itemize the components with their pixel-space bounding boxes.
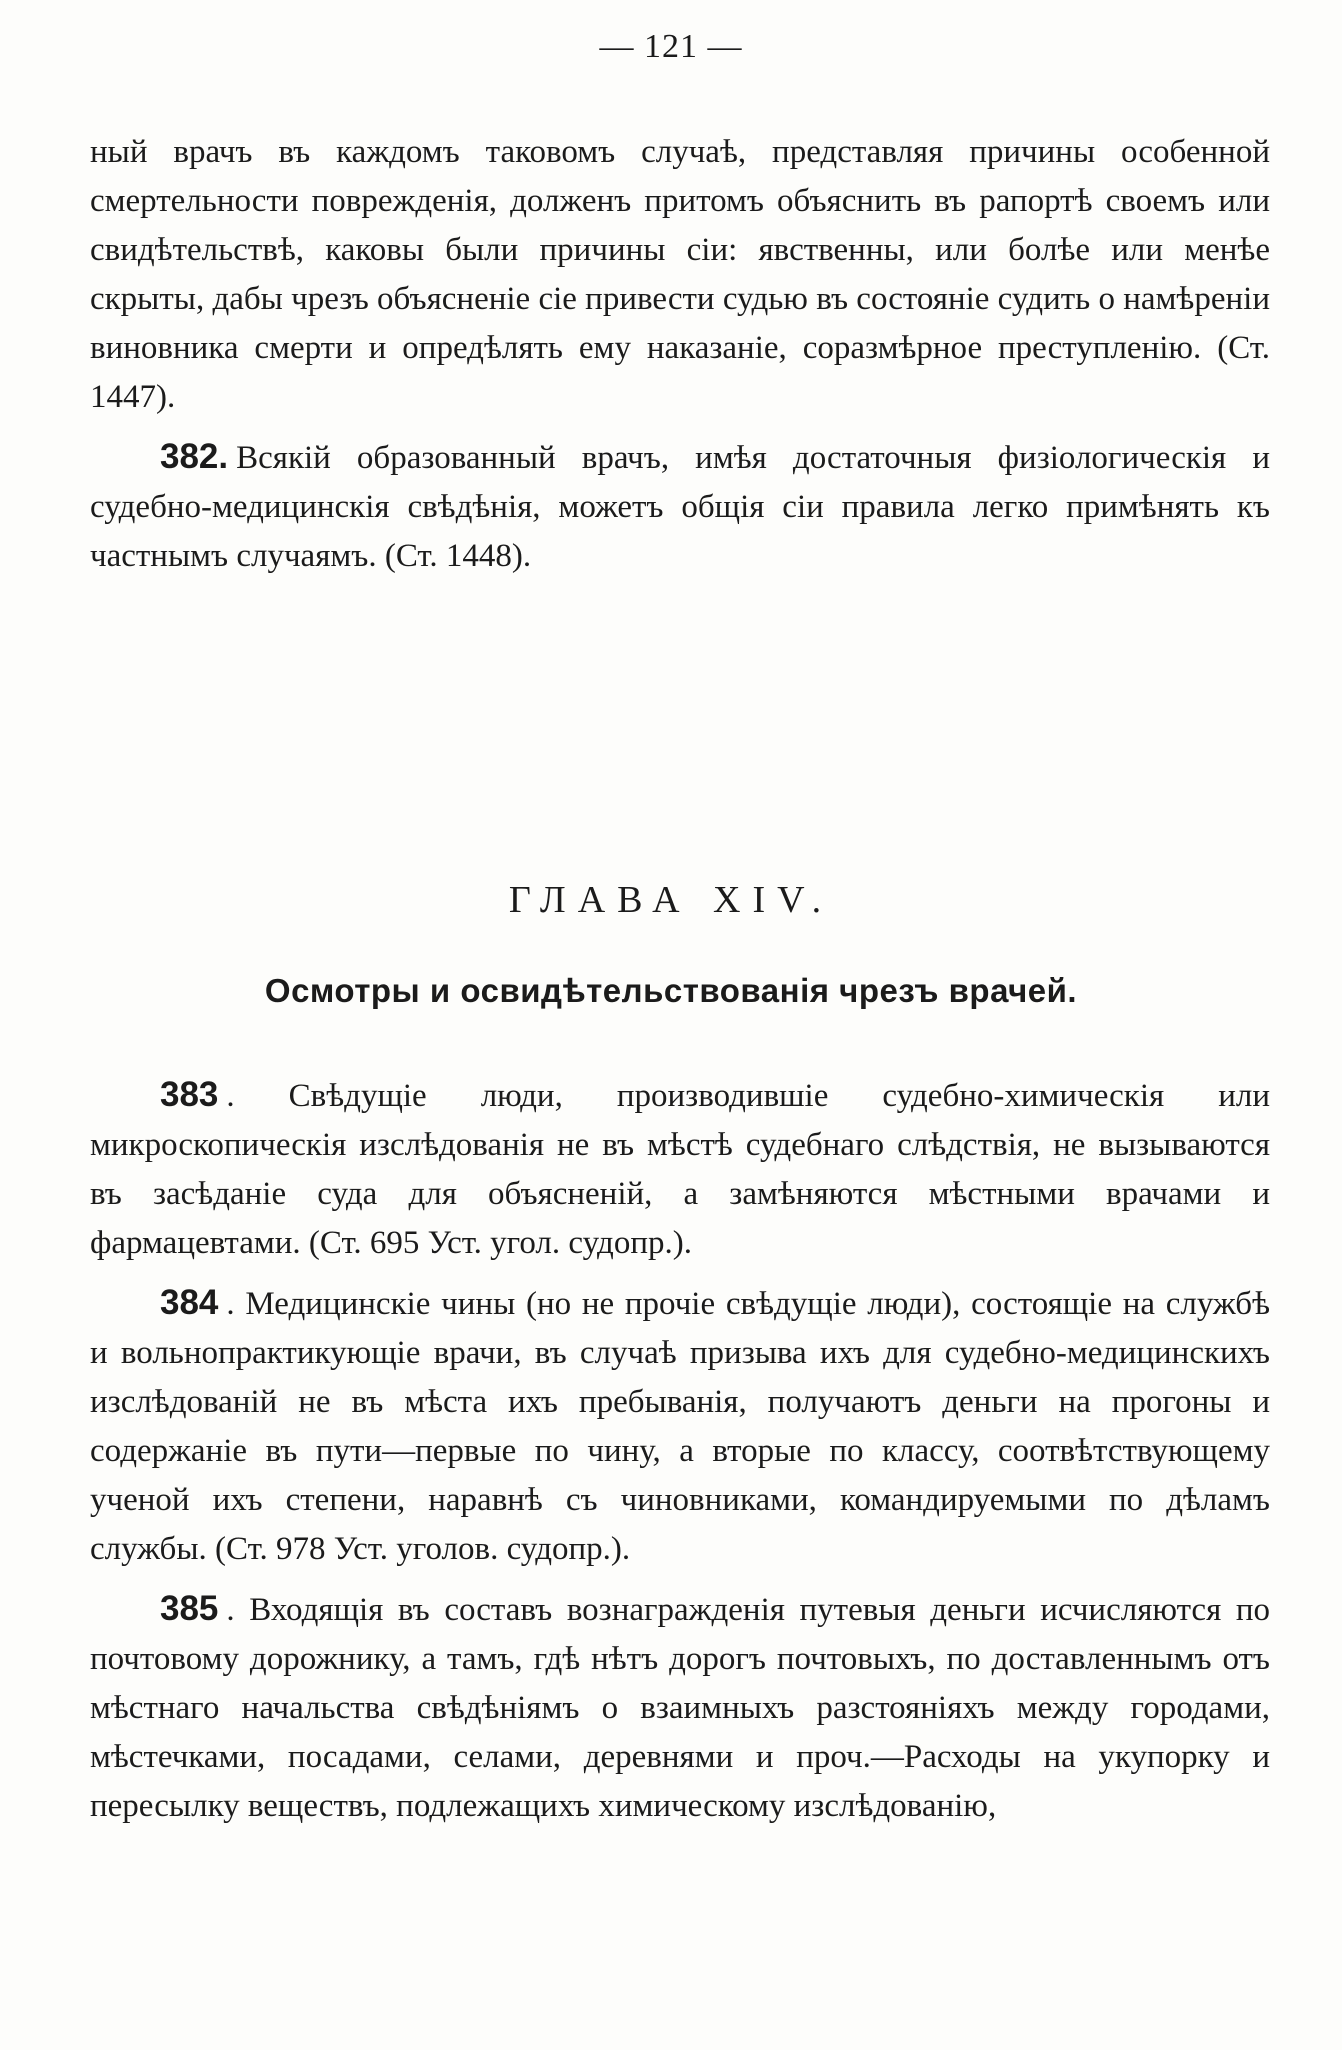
paragraph-number: 382.: [160, 437, 229, 476]
paragraph-text: Всякій образованный врачъ, имѣя достаточныя физіологическія и судебно-медицинскія свѣдѣнія, можетъ общія сіи правила легко примѣнять къ частнымъ случаямъ. (Ст. 1448).: [90, 440, 1270, 574]
paragraph-number: 385: [160, 1589, 219, 1628]
paragraph-382: [90, 432, 1270, 581]
bottom-text-block: [90, 1070, 1270, 1841]
paragraph-number: 384: [160, 1283, 219, 1322]
page-number: — 121 —: [599, 28, 743, 65]
continued-paragraph: ный врачъ въ каждомъ таковомъ случаѣ, представляя причины особенной смертельности поврежденія, долженъ притомъ объяснить въ рапортѣ своемъ или свидѣтельствѣ, каковы были причины сіи: явственны, или болѣе или менѣе скрыты, дабы чрезъ объясненіе сіе привести судью въ состояніе судить о намѣреніи виновника смерти и опредѣлять ему наказаніе, соразмѣрное преступленію. (Ст. 1447).: [90, 134, 1270, 415]
paragraph-text: . Свѣдущіе люди, производившіе судебно-химическія или микроскопическія изслѣдованія не въ мѣстѣ судебнаго слѣдствія, не вызываются въ засѣданіе суда для объясненій, а замѣняются мѣстными врачами и фармацевтами. (Ст. 695 Уст. угол. судопр.).: [90, 1078, 1270, 1261]
top-text-block: [90, 128, 1270, 591]
paragraph-text: . Медицинскіе чины (но не прочіе свѣдущіе люди), состоящіе на службѣ и вольнопрактикующіе врачи, въ случаѣ призыва ихъ для судебно-медицинскихъ изслѣдованій не въ мѣста ихъ пребыванія, получаютъ деньги на прогоны и содержаніе въ пути—первые по чину, а вторые по классу, соотвѣтствующему ученой ихъ степени, наравнѣ съ чиновниками, командируемыми по дѣламъ службы. (Ст. 978 Уст. уголов. судопр.).: [90, 1286, 1270, 1567]
chapter-title: ГЛАВА XIV.: [508, 879, 834, 921]
paragraph-text: . Входящія въ составъ вознагражденія путевыя деньги исчисляются по почтовому дорожнику, а тамъ, гдѣ нѣтъ дорогъ почтовыхъ, по доставленнымъ отъ мѣстнаго начальства свѣдѣніямъ о взаимныхъ разстояніяхъ между городами, мѣстечками, посадами, селами, деревнями и проч.—Расходы на укупорку и пересылку веществъ, подлежащихъ химическому изслѣдованію,: [90, 1592, 1270, 1824]
chapter-subtitle: Осмотры и освидѣтельствованія чрезъ врачей.: [264, 972, 1078, 1009]
paragraph-384: [90, 1278, 1270, 1574]
paragraph-number: 383: [160, 1075, 219, 1114]
paragraph-383: [90, 1070, 1270, 1268]
paragraph-385: [90, 1584, 1270, 1831]
